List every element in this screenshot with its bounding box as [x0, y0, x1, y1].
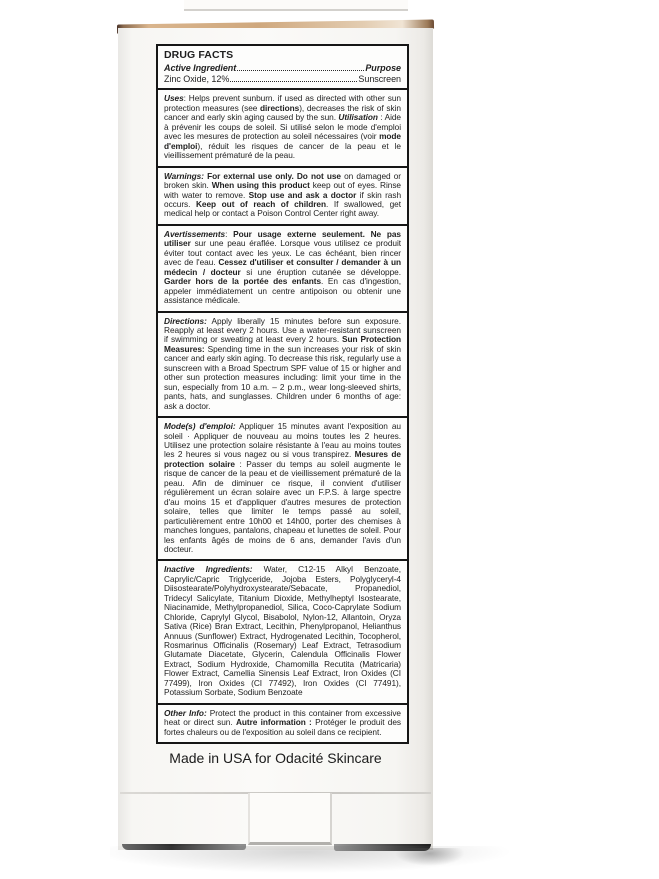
dot-leader	[230, 81, 357, 82]
box-top-flap	[184, 0, 408, 11]
section-other-info: Other Info: Protect the product in this container from excessive heat or direct sun. Autre information : Protéger le produit des fortes chaleurs ou de l'exposition au soleil dans ce recipient.	[158, 703, 407, 742]
purpose-label: Purpose	[365, 62, 401, 73]
section-directions: Directions: Apply liberally 15 minutes before sun exposure. Reapply at least every 2 hours. Use a water-resistant sunscreen if swimming or sweating at least every 2 hours. Sun Protection Measures: Spending time in the sun increases your risk of skin cancer and early skin aging. To decrease this risk, regularly use a sunscreen with a Broad Spectrum SPF value of 15 or higher and other sun protection measures including: limit your time in the sun, especially from 10 a.m. – 2 p.m., wear long-sleeved shirts, pants, hats, and sunglasses. Children under 6 months of age: ask a doctor.	[158, 311, 407, 417]
ingredient-value: Zinc Oxide, 12%	[164, 74, 230, 85]
drug-facts-label	[156, 44, 409, 744]
drug-facts-title: DRUG FACTS	[164, 49, 234, 61]
box-bottom-flap	[118, 792, 433, 850]
section-header	[158, 46, 407, 88]
dot-leader	[237, 70, 364, 71]
section-avertissements: Avertissements: Pour usage externe seulement. Ne pas utiliser sur une peau éraflée. Lorsque vous utilisez ce produit éviter tout contact avec les yeux. Le cas échéant, bien rincer avec de l'eau. Cessez d'utiliser et consulter / demander à un médecin / docteur si une éruption cutanée se développe. Garder hors de la portée des enfants. En cas d'ingestion, appeler immédiatement un centre antipoison ou obtenir une assistance médicale.	[158, 224, 407, 311]
product-box	[118, 28, 433, 850]
section-inactive-ingredients: Inactive Ingredients: Water, C12-15 Alkyl Benzoate, Caprylic/Capric Triglyceride, Jojoba Esters, Polyglyceryl-4 Diisostearate/Polyhydroxystearate/Sebacate, Propanediol, Tridecyl Salicylate, Titanium Dioxide, Methylheptyl Isostearate, Niacinamide, Methylpropanediol, Silica, Coco-Caprylate Sodium Chloride, Caprylyl Glycol, Bisabolol, Nylon-12, Allantoin, Oryza Sativa (Rice) Bran Extract, Lecithin, Phenylpropanol, Helianthus Annuus (Sunflower) Extract, Hydrogenated Lecithin, Tocopherol, Rosmarinus Officinalis (Rosemary) Leaf Extract, Tetrasodium Glutamate Diacetate, Glycerin, Calendula Officinalis Flower Extract, Sodium Hydroxide, Chamomilla Recutita (Matricaria) Flower Extract, Camellia Sinensis Leaf Extract, Iron Oxides (CI 77499), Iron Oxides (CI 77492), Iron Oxides (CI 77491), Potassium Sorbate, Sodium Benzoate	[158, 559, 407, 702]
section-uses: Uses: Helps prevent sunburn. if used as directed with other sun protection measures (see directions), decreases the risk of skin cancer and early skin aging caused by the sun. Utilisation : Aide à prévenir les coups de soleil. Si utilisé selon le mode d'emploi avec les mesures de protection au soleil nécessaires (voir mode d'emploi), réduit les risques de cancer de la peau et le vieillissement prématuré de la peau.	[158, 88, 407, 165]
section-warnings: Warnings: For external use only. Do not use on damaged or broken skin. When using this product keep out of eyes. Rinse with water to remove. Stop use and ask a doctor if skin rash occurs. Keep out of reach of children. If swallowed, get medical help or contact a Poison Control Center right away.	[158, 166, 407, 224]
made-in-text: Made in USA for Odacité Skincare	[169, 750, 382, 767]
ingredient-value-row	[164, 74, 401, 84]
active-ingredient-row	[164, 63, 401, 73]
ground-shadow	[110, 846, 540, 876]
tuck-tab	[248, 793, 332, 845]
ground-shadow-right	[395, 848, 465, 866]
section-mode-emploi: Mode(s) d'emploi: Appliquer 15 minutes avant l'exposition au soleil · Appliquer de nouveau au moins toutes les 2 heures. Utilisez une protection solaire résistante à l'eau au moins toutes les 2 heures si vous nagez ou si vous transpirez. Mesures de protection solaire : Passer du temps au soleil augmente le risque de cancer de la peau et de vieillissement prématuré de la peau. Afin de diminuer ce risque, il convient d'utiliser régulièrement un écran solaire avec un F.P.S. à large spectre d'au moins 15 et d'appliquer d'autres mesures de protection solaire, telles que limiter le temps passé au soleil, particulièrement entre 10h00 et 14h00, porter des chemises à manches longues, pantalons, chapeau et lunettes de soleil. Pour les enfants âgés de moins de 6 ans, demander l'avis d'un docteur.	[158, 416, 407, 559]
purpose-value: Sunscreen	[358, 74, 401, 85]
active-ingredient-label: Active Ingredient	[164, 62, 237, 73]
